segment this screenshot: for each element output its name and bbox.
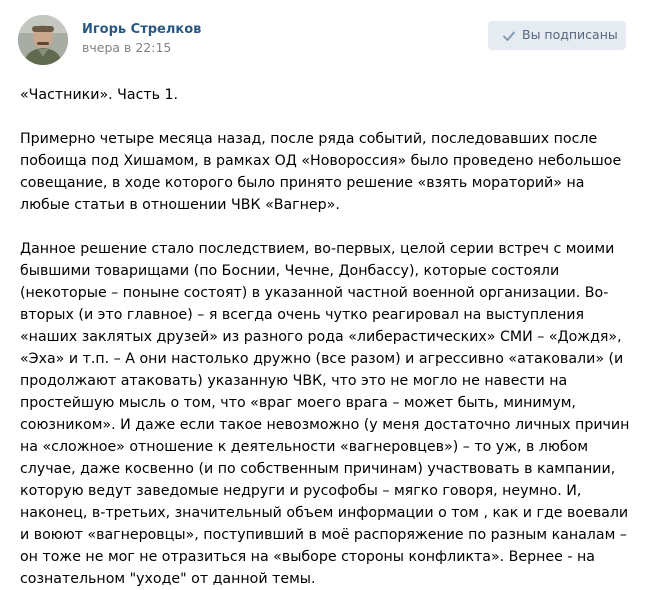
post-paragraph: Примерно четыре месяца назад, после ряда событий, последовавших после побоища под Хишамом, в рамках ОД «Новороссия» было проведено небольшое совещание, в ходе которого было принято решение «взять мораторий» на любые статьи в отношении ЧВК «Вагнер». [20,131,622,213]
post-paragraph: Данное решение стало последствием, во-первых, целой серии встреч с моими бывшими товарищами (по Боснии, Чечне, Донбассу), которые состояли (некоторые – поныне состоят) в указанной частной военной организации. Во-вторых (и это главное) – я всегда очень чутко реагировал на выступления «наших заклятых друзей» из разного рода «либерастических» СМИ – «Дождя», «Эха» и т.п. – А они настолько дружно (все разом) и агрессивно «атаковали» (и продолжают атаковать) указанную ЧВК, что это не могло не навести на простейшую мысль о том, что «враг моего врага – может быть, минимум, союзником». И даже если такое невозможно (у меня достаточно личных причин на «сложное» отношение к деятельности «вагнеровцев») – то уж, в любом случае, даже косвенно (и по собственным причинам) участвовать в кампании, которую ведут заведомые недруги и русофобы – мягко говоря, неумно. И, наконец, в-третьих, значительный объем информации о том , как и где воевали и воюют «вагнеровцы», поступивший в моё распоряжение по разным каналам – он тоже не мог не отразиться на «выборе стороны конфликта». Вернее - на сознательном "уходе" от данной темы. [20,241,630,587]
post-body [20,84,632,590]
post-header [0,0,646,70]
subscribed-button[interactable] [488,21,626,50]
post-timestamp[interactable]: вчера в 22:15 [82,40,172,55]
author-avatar[interactable] [18,15,68,65]
post-paragraph: «Частники». Часть 1. [20,87,179,103]
avatar-photo [18,15,68,65]
checkmark-icon [501,28,517,44]
author-name[interactable]: Игорь Стрелков [82,22,202,37]
subscribed-button-label: Вы подписаны [522,27,618,42]
